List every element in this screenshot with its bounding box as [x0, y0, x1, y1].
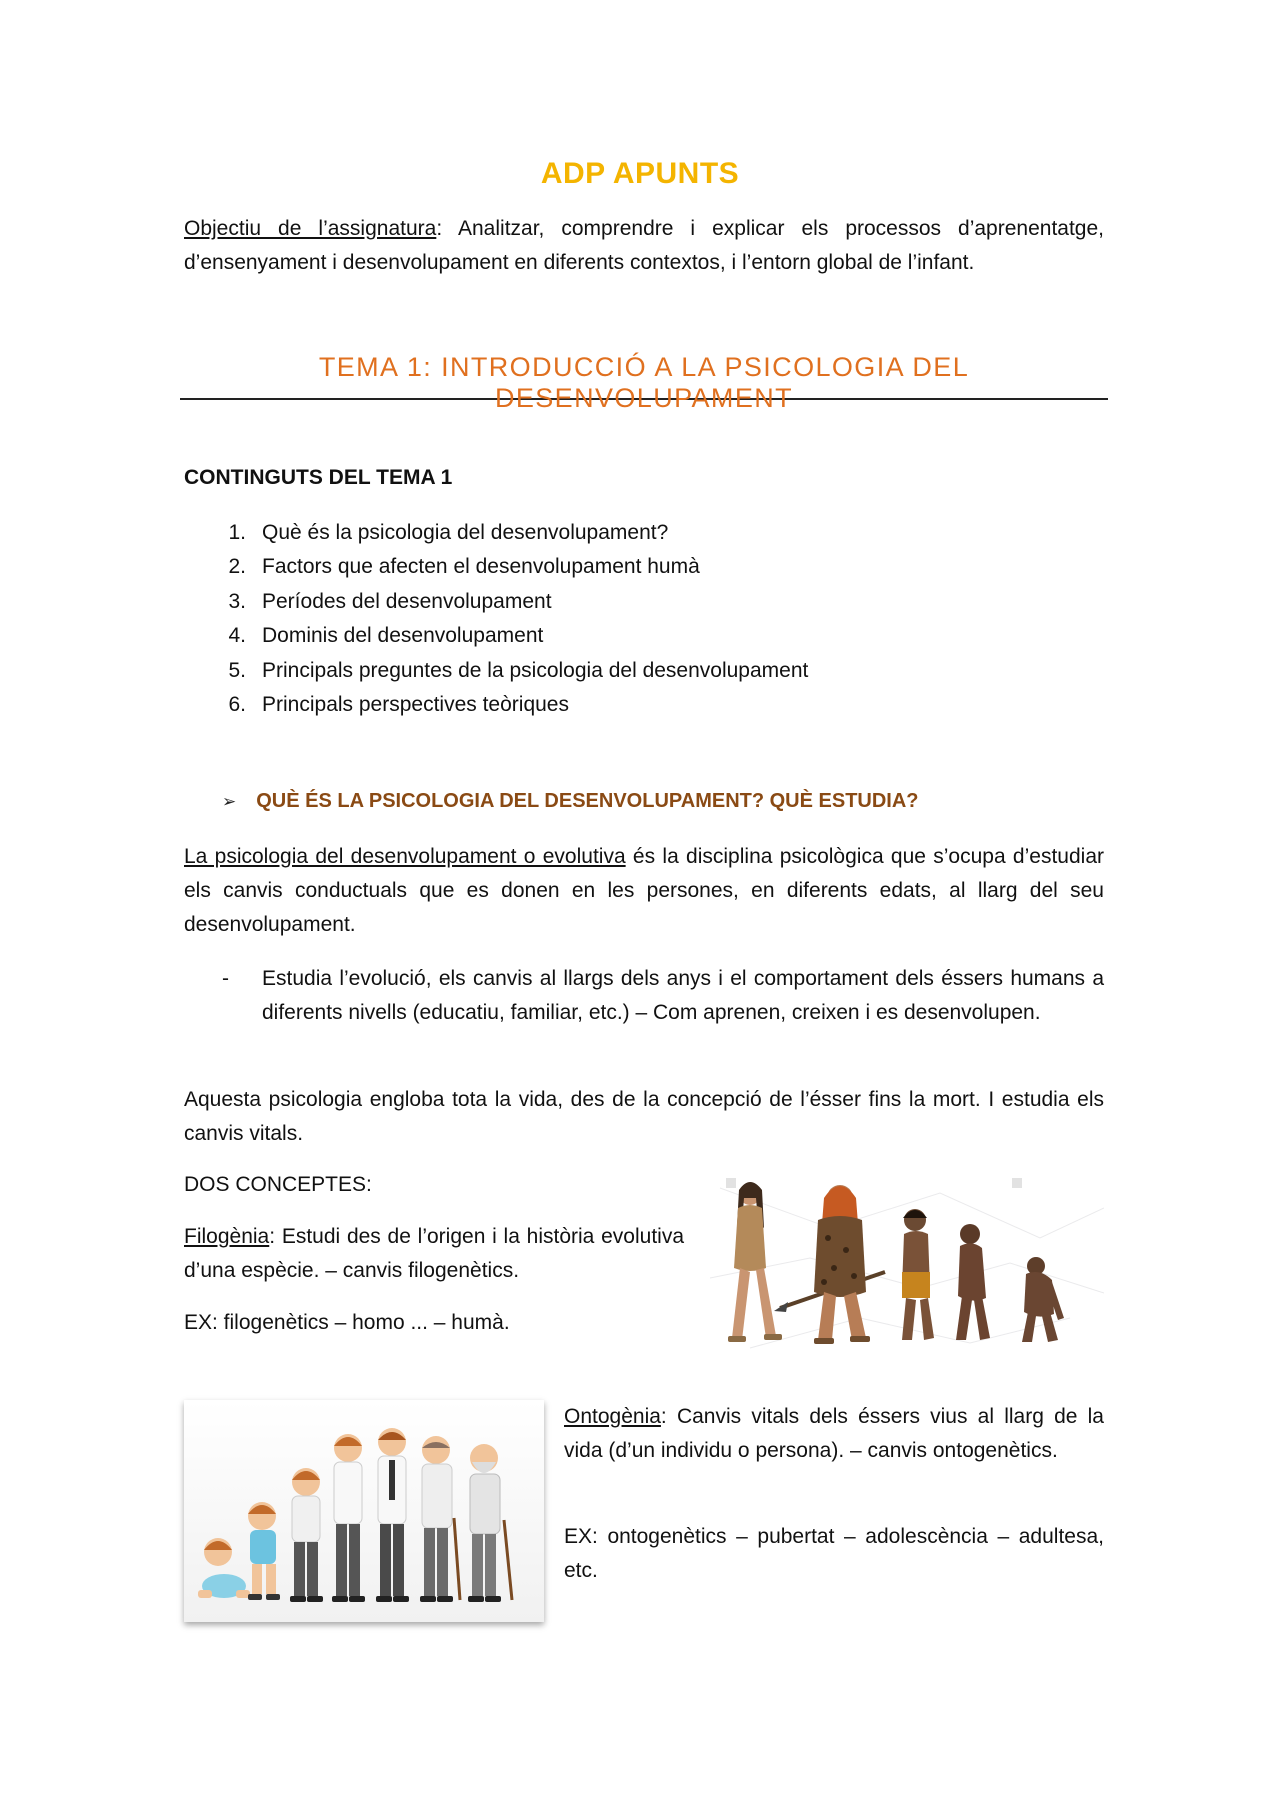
list-item [184, 619, 808, 653]
list-item [184, 654, 808, 688]
list-item-number: 6. [228, 693, 246, 717]
objective-paragraph [184, 212, 1104, 280]
ontogenia-example: EX: ontogenètics – pubertat – adolescència – adultesa, etc. [564, 1525, 1104, 1582]
list-item [184, 585, 808, 619]
list-item-number: 1. [228, 521, 246, 544]
ontogenia-paragraph [564, 1400, 1104, 1468]
section-heading-text: QUÈ ÉS LA PSICOLOGIA DEL DESENVOLUPAMENT? QUÈ ESTUDIA? [256, 790, 919, 812]
list-item [184, 516, 808, 550]
definition-text: és la disciplina psicològica que s’ocupa d’estudiar els canvis conductuals que es donen en les persones, en diferents edats, al llarg del seu desenvolupament. [184, 845, 1104, 936]
list-item [184, 550, 808, 584]
arrow-bullet-icon: ➢ [222, 792, 237, 811]
dash-bullet: - [222, 967, 229, 990]
list-item-text: Dominis del desenvolupament [262, 624, 544, 648]
life-stages-image [184, 1400, 544, 1622]
document-title: ADP APUNTS [540, 157, 740, 190]
definition-term: La psicologia del desenvolupament o evolutiva [184, 845, 626, 868]
ontogenia-text: : Canvis vitals dels éssers vius al llarg de la vida (d’un individu o persona). – canvis ontogenètics. [564, 1405, 1104, 1462]
filogenia-example: EX: filogenètics – homo ... – humà. [184, 1311, 510, 1334]
list-item-text: Què és la psicologia del desenvolupament? [262, 521, 669, 544]
bullet-text: Estudia l’evolució, els canvis al llargs dels anys i el comportament dels éssers humans a diferents nivells (educatiu, familiar, etc.) – Com aprenen, creixen i es desenvolupen. [262, 967, 1104, 1024]
contents-heading: CONTINGUTS DEL TEMA 1 [184, 466, 453, 489]
lifespan-paragraph: Aquesta psicologia engloba tota la vida, des de la concepció de l’ésser fins la mort. I estudia els canvis vitals. [184, 1088, 1104, 1145]
list-item-text: Principals preguntes de la psicologia del desenvolupament [262, 658, 809, 682]
list-item-text: Factors que afecten el desenvolupament humà [262, 555, 700, 579]
bullet-item [222, 962, 1104, 1030]
section-heading [222, 790, 919, 813]
objective-label: Objectiu de l’assignatura [184, 217, 437, 240]
filogenia-text: : Estudi des de l’origen i la història evolutiva d’una espècie. – canvis filogenètics. [184, 1225, 684, 1282]
human-evolution-image [710, 1168, 1104, 1360]
list-item-number: 2. [228, 555, 246, 579]
tema-heading: TEMA 1: INTRODUCCIÓ A LA PSICOLOGIA DEL DESENVOLUPAMENT [180, 352, 1108, 400]
list-item-number: 5. [228, 658, 246, 682]
list-item-number: 4. [228, 624, 246, 648]
definition-paragraph [184, 840, 1104, 942]
objective-text: : Analitzar, comprendre i explicar els processos d’aprenentatge, d’ensenyament i desenvolupament en diferents contextos, i l’entorn global de l’infant. [184, 217, 1104, 274]
contents-list [184, 516, 808, 722]
concepts-label: DOS CONCEPTES: [184, 1173, 372, 1196]
list-item-number: 3. [228, 589, 246, 613]
list-item [184, 688, 808, 722]
list-item-text: Períodes del desenvolupament [262, 589, 552, 613]
filogenia-term: Filogènia [184, 1225, 270, 1248]
list-item-text: Principals perspectives teòriques [262, 693, 569, 717]
ontogenia-term: Ontogènia [564, 1405, 661, 1428]
filogenia-paragraph [184, 1220, 684, 1288]
